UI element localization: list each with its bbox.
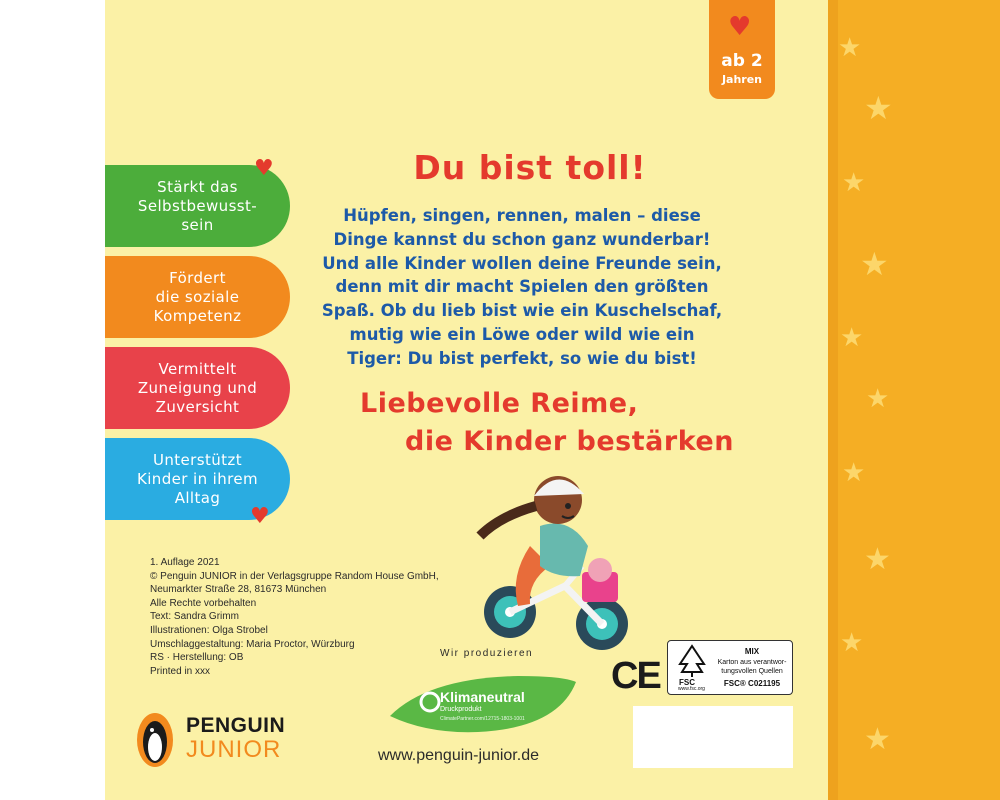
tagline-line-1: Liebevolle Reime,	[360, 388, 639, 419]
star-icon: ★	[864, 89, 893, 127]
star-icon: ★	[838, 33, 862, 63]
imprint-line: © Penguin JUNIOR in der Verlagsgruppe Random House GmbH,	[150, 570, 439, 582]
fsc-logo-text: FSC	[679, 678, 695, 687]
star-icon: ★	[840, 323, 864, 353]
tab-affection	[105, 347, 290, 429]
heart-icon: ♥	[728, 12, 752, 42]
tab-label: Unterstützt Kinder in ihrem Alltag	[137, 450, 258, 507]
fsc-label	[667, 640, 793, 695]
tab-label: Fördert die soziale Kompetenz	[153, 268, 242, 325]
star-icon: ★	[864, 542, 891, 577]
tagline-line-2: die Kinder bestärken	[405, 426, 734, 457]
fsc-code: FSC® C021195	[723, 679, 781, 688]
star-icon: ★	[864, 722, 891, 757]
imprint-line: Umschlaggestaltung: Maria Proctor, Würzburg	[150, 638, 355, 650]
climate-intro: Wir produzieren	[440, 648, 534, 659]
imprint-line: Text: Sandra Grimm	[150, 611, 239, 623]
heart-icon: ♥	[250, 504, 270, 529]
publisher-name: PENGUIN	[186, 714, 286, 737]
imprint-line: Neumarkter Straße 28, 81673 München	[150, 584, 327, 596]
ce-mark: CE	[611, 655, 660, 697]
age-badge-sub: Jahren	[721, 73, 763, 86]
climate-subtitle: Druckprodukt	[440, 706, 482, 713]
imprint-line: Alle Rechte vorbehalten	[150, 597, 257, 609]
child-on-bike-illustration	[470, 466, 650, 666]
imprint-line: 1. Auflage 2021	[150, 557, 220, 568]
imprint-line: Printed in xxx	[150, 665, 211, 677]
fsc-tree-icon	[674, 644, 710, 678]
imprint	[150, 556, 470, 678]
spine-edge	[828, 0, 838, 800]
tab-label: Vermittelt Zuneigung und Zuversicht	[137, 359, 258, 416]
star-icon: ★	[842, 168, 866, 198]
fsc-mix: MIX	[744, 647, 760, 656]
fsc-description: Karton aus verantwor- tungsvollen Quellen	[717, 659, 787, 675]
star-icon: ★	[842, 458, 866, 488]
star-icon: ★	[860, 245, 889, 283]
penguin-logo-icon	[135, 712, 175, 768]
fsc-org: www.fsc.org	[678, 686, 705, 692]
age-badge	[709, 0, 775, 99]
star-icon: ★	[866, 384, 890, 414]
website-url: www.penguin-junior.de	[378, 747, 539, 764]
book-spine	[828, 0, 1000, 800]
heart-icon: ♥	[254, 156, 274, 181]
age-badge-main: ab 2	[721, 51, 763, 71]
publisher-imprint: JUNIOR	[186, 736, 282, 763]
imprint-line: RS · Herstellung: OB	[150, 652, 244, 664]
headline: Du bist toll!	[413, 148, 647, 187]
imprint-line: Illustrationen: Olga Strobel	[150, 624, 268, 636]
blurb-text: Hüpfen, singen, rennen, malen – diese Dinge kannst du schon ganz wunderbar! Und alle Kinder wollen deine Freunde sein, denn mit dir macht Spielen den größten Spaß. Ob du lieb bist wie ein Kuschelschaf, mutig wie ein Löwe oder wild wie ein Tiger: Du bist perfekt, so wie du bist!	[321, 206, 723, 368]
tab-label: Stärkt das Selbstbewusst- sein	[137, 177, 258, 234]
climate-id: ClimatePartner.com/12715-1803-1001	[440, 716, 525, 722]
climate-title: Klimaneutral	[440, 689, 525, 705]
barcode-area	[633, 706, 793, 768]
star-icon: ★	[840, 628, 864, 658]
tab-social-competence	[105, 256, 290, 338]
